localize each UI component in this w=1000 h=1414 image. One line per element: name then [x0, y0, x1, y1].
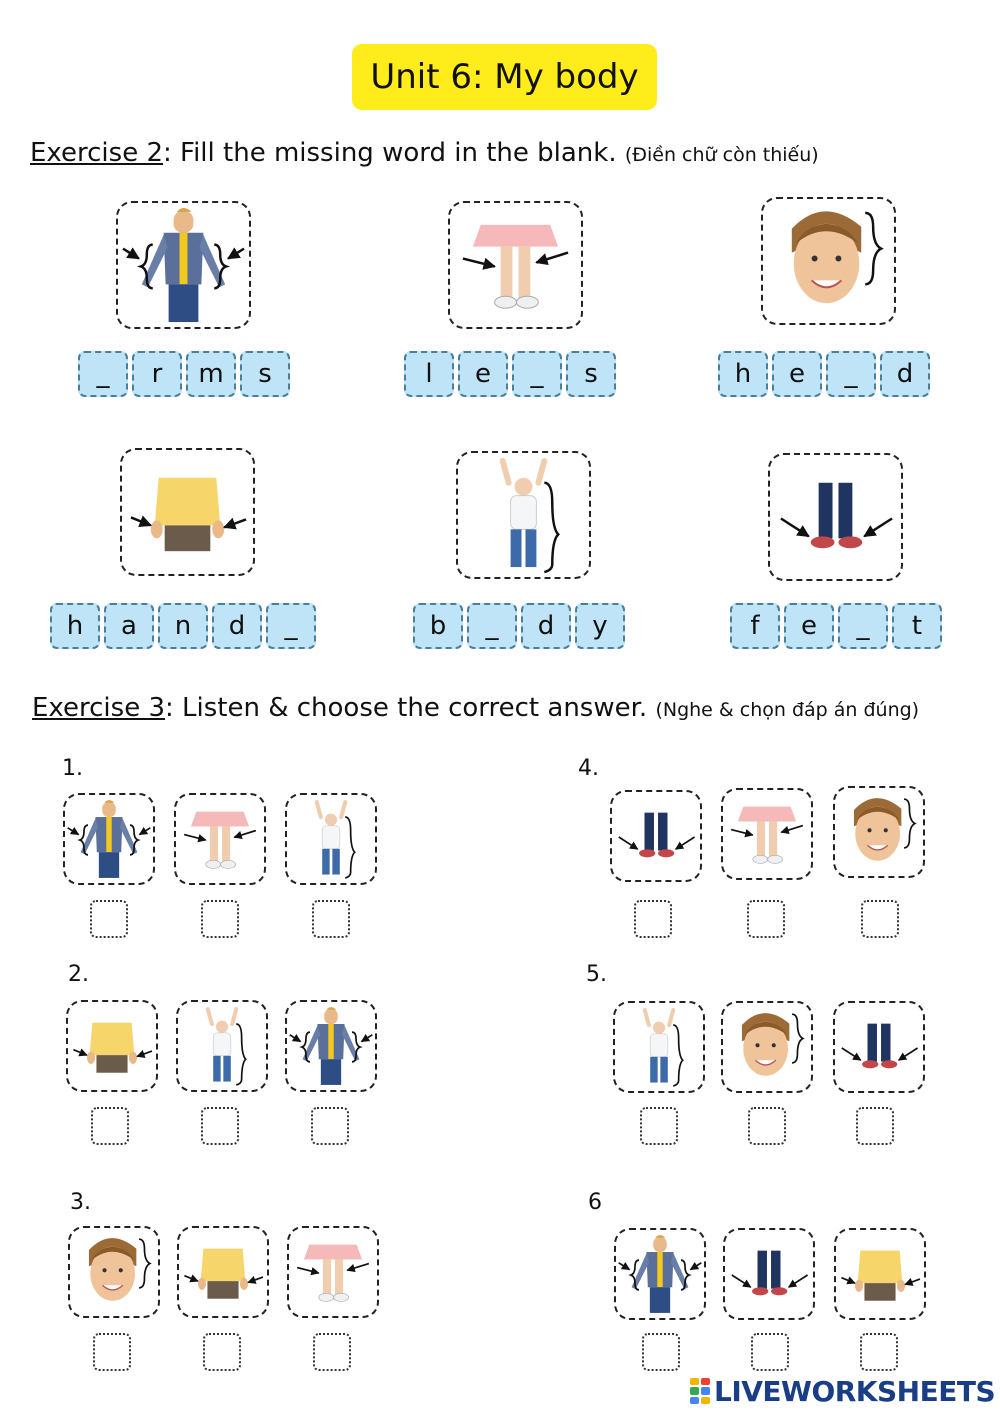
letter-tile-blank[interactable]: _ — [512, 351, 562, 397]
hands-option — [177, 1226, 269, 1318]
letter-tile: s — [240, 351, 290, 397]
liveworksheets-logo — [690, 1374, 995, 1408]
arms-picture — [116, 201, 251, 329]
answer-checkbox[interactable] — [90, 900, 128, 938]
exercise-2-translation: (Điền chữ còn thiếu) — [624, 144, 819, 166]
letter-tile: b — [413, 603, 463, 649]
answer-checkbox[interactable] — [313, 1333, 351, 1371]
letter-tile: r — [132, 351, 182, 397]
head-picture — [761, 197, 896, 325]
question-number: 4. — [578, 756, 599, 781]
body-option — [176, 1000, 268, 1092]
letter-tile: h — [718, 351, 768, 397]
exercise-2-instruction: : Fill the missing word in the blank. — [163, 138, 617, 168]
brand-name: LIVEWORKSHEETS — [714, 1374, 996, 1408]
head-option — [68, 1226, 160, 1318]
question-number: 2. — [68, 962, 89, 987]
word-feet — [730, 603, 942, 649]
answer-checkbox[interactable] — [642, 1333, 680, 1371]
head-option — [833, 786, 925, 878]
question-number: 3. — [70, 1190, 91, 1215]
exercise-3-translation: (Nghe & chọn đáp án đúng) — [655, 699, 920, 721]
letter-tile-blank[interactable]: _ — [838, 603, 888, 649]
head-option — [721, 1001, 813, 1093]
question-number: 1. — [62, 756, 83, 781]
answer-checkbox[interactable] — [203, 1333, 241, 1371]
logo-grid-icon — [690, 1378, 710, 1404]
feet-option — [723, 1228, 815, 1320]
hands-option — [66, 1000, 158, 1092]
body-option — [613, 1001, 705, 1093]
word-arms — [78, 351, 290, 397]
hands-option — [834, 1228, 926, 1320]
hands-picture — [120, 448, 255, 576]
feet-option — [610, 790, 702, 882]
word-head — [718, 351, 930, 397]
answer-checkbox[interactable] — [201, 900, 239, 938]
arms-option — [63, 793, 155, 885]
answer-checkbox[interactable] — [751, 1333, 789, 1371]
letter-tile: e — [772, 351, 822, 397]
answer-checkbox[interactable] — [93, 1333, 131, 1371]
exercise-3-heading — [32, 693, 919, 723]
feet-picture — [768, 453, 903, 581]
word-hands — [50, 603, 316, 649]
word-legs — [404, 351, 616, 397]
letter-tile-blank[interactable]: _ — [826, 351, 876, 397]
letter-tile: s — [566, 351, 616, 397]
answer-checkbox[interactable] — [748, 1107, 786, 1145]
body-picture — [456, 451, 591, 579]
question-number: 6 — [588, 1190, 602, 1215]
word-body — [413, 603, 625, 649]
letter-tile: d — [212, 603, 262, 649]
exercise-3-instruction: : Listen & choose the correct answer. — [165, 693, 648, 723]
letter-tile: e — [784, 603, 834, 649]
page-title: Unit 6: My body — [352, 44, 657, 110]
letter-tile: d — [521, 603, 571, 649]
legs-option — [721, 788, 813, 880]
arms-option — [614, 1228, 706, 1320]
body-option — [285, 793, 377, 885]
letter-tile: a — [104, 603, 154, 649]
letter-tile: t — [892, 603, 942, 649]
letter-tile: m — [186, 351, 236, 397]
answer-checkbox[interactable] — [860, 1333, 898, 1371]
answer-checkbox[interactable] — [91, 1107, 129, 1145]
letter-tile: f — [730, 603, 780, 649]
answer-checkbox[interactable] — [747, 900, 785, 938]
answer-checkbox[interactable] — [640, 1107, 678, 1145]
answer-checkbox[interactable] — [311, 1107, 349, 1145]
legs-option — [287, 1226, 379, 1318]
answer-checkbox[interactable] — [634, 900, 672, 938]
letter-tile: l — [404, 351, 454, 397]
legs-option — [174, 793, 266, 885]
letter-tile: h — [50, 603, 100, 649]
arms-option — [285, 1000, 377, 1092]
letter-tile: n — [158, 603, 208, 649]
letter-tile: y — [575, 603, 625, 649]
answer-checkbox[interactable] — [861, 900, 899, 938]
answer-checkbox[interactable] — [312, 900, 350, 938]
question-number: 5. — [586, 962, 607, 987]
answer-checkbox[interactable] — [856, 1107, 894, 1145]
exercise-2-heading — [30, 138, 819, 168]
letter-tile-blank[interactable]: _ — [78, 351, 128, 397]
exercise-2-label: Exercise 2 — [30, 138, 163, 168]
answer-checkbox[interactable] — [201, 1107, 239, 1145]
exercise-3-label: Exercise 3 — [32, 693, 165, 723]
letter-tile: d — [880, 351, 930, 397]
letter-tile-blank[interactable]: _ — [467, 603, 517, 649]
feet-option — [833, 1001, 925, 1093]
letter-tile-blank[interactable]: _ — [266, 603, 316, 649]
letter-tile: e — [458, 351, 508, 397]
legs-picture — [448, 201, 583, 329]
